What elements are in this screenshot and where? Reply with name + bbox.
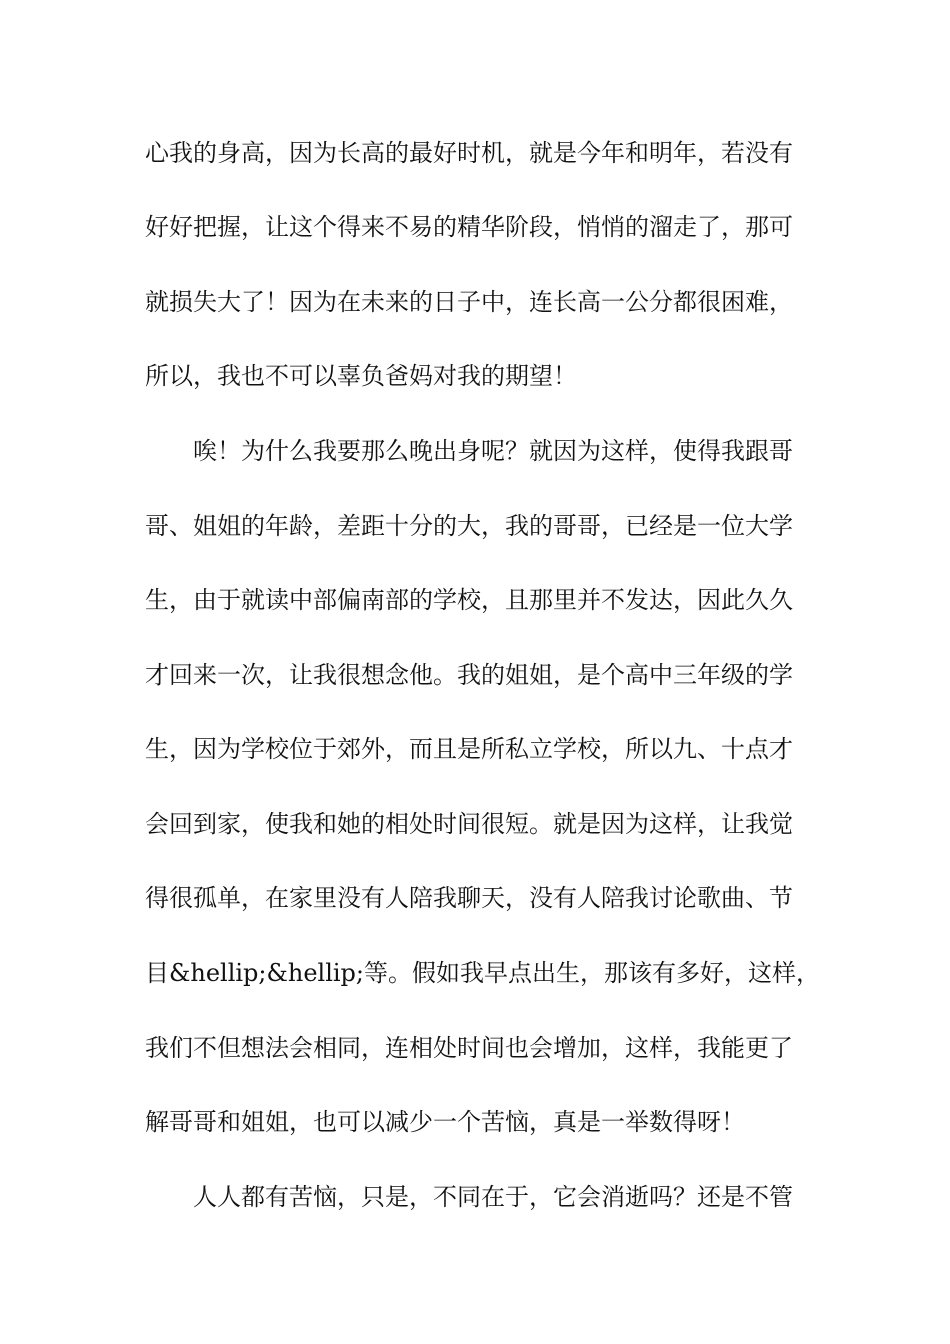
paragraph-first-line: 人人都有苦恼，只是，不同在于，它会消逝吗？还是不管 bbox=[193, 1183, 793, 1211]
text-line: 得很孤单，在家里没有人陪我聊天，没有人陪我讨论歌曲、节 bbox=[145, 884, 793, 912]
text-line: 好好把握，让这个得来不易的精华阶段，悄悄的溜走了，那可 bbox=[145, 213, 793, 241]
text-line: 我们不但想法会相同，连相处时间也会增加，这样，我能更了 bbox=[145, 1034, 793, 1062]
text-line: 所以，我也不可以辜负爸妈对我的期望！ bbox=[145, 362, 577, 390]
text-line: 心我的身高，因为长高的最好时机，就是今年和明年，若没有 bbox=[145, 139, 793, 167]
text-line: 哥、姐姐的年龄，差距十分的大，我的哥哥，已经是一位大学 bbox=[145, 512, 793, 540]
paragraph-first-line: 唉！为什么我要那么晚出身呢？就因为这样，使得我跟哥 bbox=[193, 437, 793, 465]
text-line: 生，由于就读中部偏南部的学校，且那里并不发达，因此久久 bbox=[145, 586, 793, 614]
text-line: 解哥哥和姐姐，也可以减少一个苦恼，真是一举数得呀！ bbox=[145, 1108, 745, 1136]
text-line: 才回来一次，让我很想念他。我的姐姐，是个高中三年级的学 bbox=[145, 661, 793, 689]
text-line: 会回到家，使我和她的相处时间很短。就是因为这样，让我觉 bbox=[145, 810, 793, 838]
text-line: 就损失大了！因为在未来的日子中，连长高一公分都很困难， bbox=[145, 288, 793, 316]
text-line: 生，因为学校位于郊外，而且是所私立学校，所以九、十点才 bbox=[145, 735, 793, 763]
text-line: 目&hellip;&hellip;等。假如我早点出生，那该有多好，这样， bbox=[145, 959, 820, 987]
